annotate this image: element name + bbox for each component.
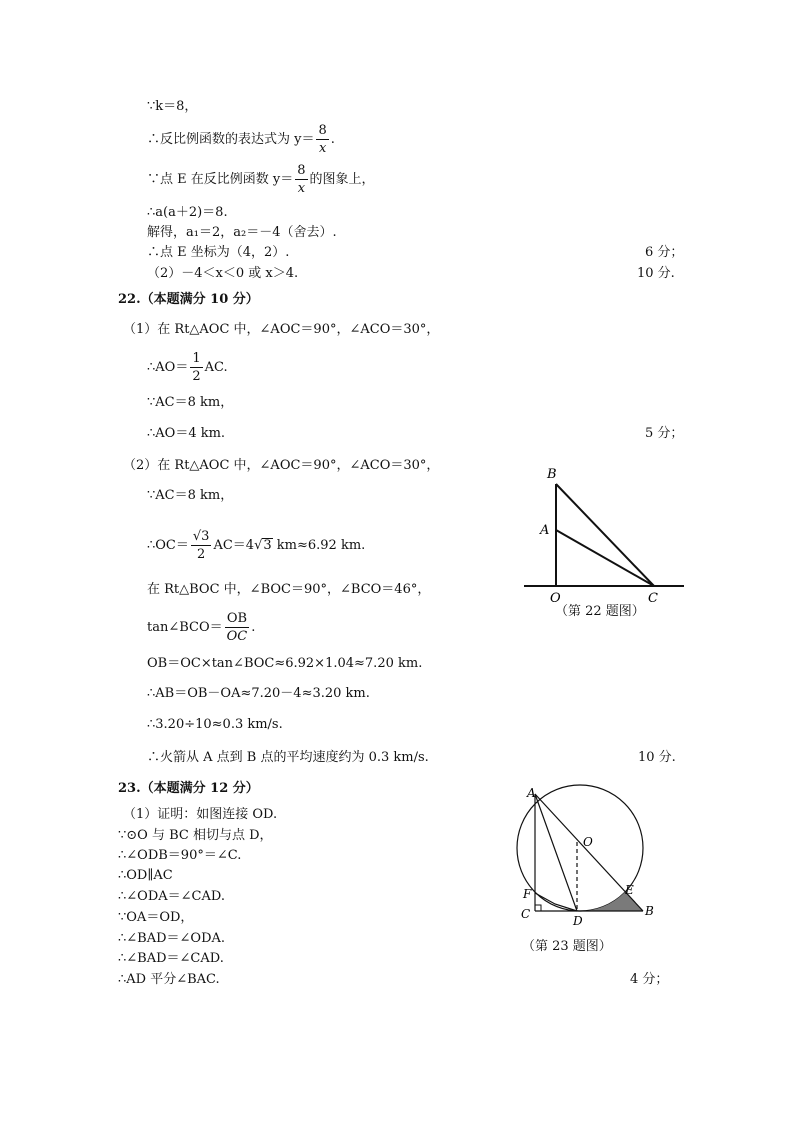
- line-range: （2）－4＜x＜0 或 x＞4.: [147, 266, 299, 281]
- q22-part1-given: （1）在 Rt△AOC 中，∠AOC＝90°，∠ACO＝30°，: [123, 322, 440, 337]
- score-label: 10 分.: [637, 266, 675, 281]
- q23-oa-od: ∵OA＝OD，: [118, 910, 194, 925]
- q22-ac-8km-2: ∵AC＝8 km，: [147, 488, 234, 503]
- score-label: 10 分.: [638, 750, 676, 765]
- label-o: O: [550, 591, 561, 606]
- q22-conclusion: ∴火箭从 A 点到 B 点的平均速度约为 0.3 km/s.: [147, 750, 429, 765]
- question-22-heading: 22.（本题满分 10 分）: [118, 292, 259, 307]
- q22-ao-half-ac: ∴AO＝ $\frac{1}{2}$ AC.: [147, 351, 228, 384]
- label-d: D: [573, 914, 583, 928]
- q23-right-angle: ∴∠ODB＝90°＝∠C.: [118, 848, 242, 863]
- label-c: C: [521, 907, 531, 921]
- label-b: B: [547, 467, 557, 482]
- q22-part2-given: （2）在 Rt△AOC 中，∠AOC＝90°，∠ACO＝30°，: [123, 458, 440, 473]
- figure-22-caption: （第 22 题图）: [555, 604, 645, 619]
- q23-angle-bad-oda: ∴∠BAD＝∠ODA.: [118, 931, 226, 946]
- fraction: $\frac{8}{x}$: [297, 163, 306, 196]
- q22-oc-value: ∴OC＝ $\frac{√3}{2}$ AC＝4√3 km≈6.92 km.: [147, 529, 366, 562]
- segment-ad: [535, 794, 577, 911]
- q22-speed-calc: ∴3.20÷10≈0.3 km/s.: [147, 717, 283, 732]
- right-angle-mark: [535, 905, 541, 911]
- q23-bisector: ∴AD 平分∠BAC.: [118, 972, 220, 987]
- q22-ob-value: OB＝OC×tan∠BOC≈6.92×1.04≈7.20 km.: [147, 656, 423, 671]
- fraction: $\frac{1}{2}$: [192, 351, 201, 384]
- segment-ac: [556, 530, 654, 586]
- q22-ao-4km: ∴AO＝4 km.: [147, 426, 226, 441]
- q22-ac-8km: ∵AC＝8 km，: [147, 395, 234, 410]
- label-a: A: [540, 523, 550, 538]
- score-label: 6 分；: [645, 245, 684, 260]
- score-label: 5 分；: [645, 426, 684, 441]
- line-k-equals-8: ∵k＝8，: [147, 99, 198, 114]
- figure-23-caption: （第 23 题图）: [522, 939, 612, 954]
- q23-angle-oda-cad: ∴∠ODA＝∠CAD.: [118, 889, 225, 904]
- label-f: F: [523, 887, 532, 901]
- q23-tangent: ∵⊙O 与 BC 相切与点 D，: [118, 828, 273, 843]
- figure-22-diagram: [516, 462, 706, 612]
- line-point-e-on-graph: ∵点 E 在反比例函数 y＝ $\frac{8}{x}$ 的图象上，: [147, 163, 375, 196]
- line-equation: ∴a(a＋2)＝8.: [147, 205, 228, 220]
- fraction: $\frac{8}{x}$: [318, 123, 327, 156]
- q23-angle-bad-cad: ∴∠BAD＝∠CAD.: [118, 951, 224, 966]
- label-c: C: [648, 591, 658, 606]
- q22-triangle-boc: 在 Rt△BOC 中，∠BOC＝90°，∠BCO＝46°，: [147, 582, 431, 597]
- line-solution: 解得，a₁＝2，a₂＝－4（舍去）.: [147, 225, 337, 240]
- q22-ab-value: ∴AB＝OB－OA≈7.20－4≈3.20 km.: [147, 686, 370, 701]
- score-label: 4 分；: [630, 972, 669, 987]
- q22-tan-bco: tan∠BCO＝ $\frac{OB}{OC}$ .: [147, 611, 256, 644]
- label-b: B: [645, 904, 654, 918]
- fraction: $\frac{OB}{OC}$: [226, 611, 248, 644]
- q23-proof-start: （1）证明：如图连接 OD.: [123, 807, 278, 822]
- label-e: E: [625, 883, 634, 897]
- segment-bc: [556, 484, 654, 586]
- line-expression: ∴反比例函数的表达式为 y＝ $\frac{8}{x}$ .: [147, 123, 335, 156]
- q23-parallel: ∴OD∥AC: [118, 868, 173, 883]
- label-o: O: [583, 835, 593, 849]
- line-e-coordinates: ∴点 E 坐标为（4，2）.: [147, 245, 290, 260]
- label-a: A: [527, 786, 536, 800]
- fraction: $\frac{√3}{2}$: [192, 529, 210, 562]
- figure-23-diagram: [505, 780, 685, 930]
- question-23-heading: 23.（本题满分 12 分）: [118, 781, 259, 796]
